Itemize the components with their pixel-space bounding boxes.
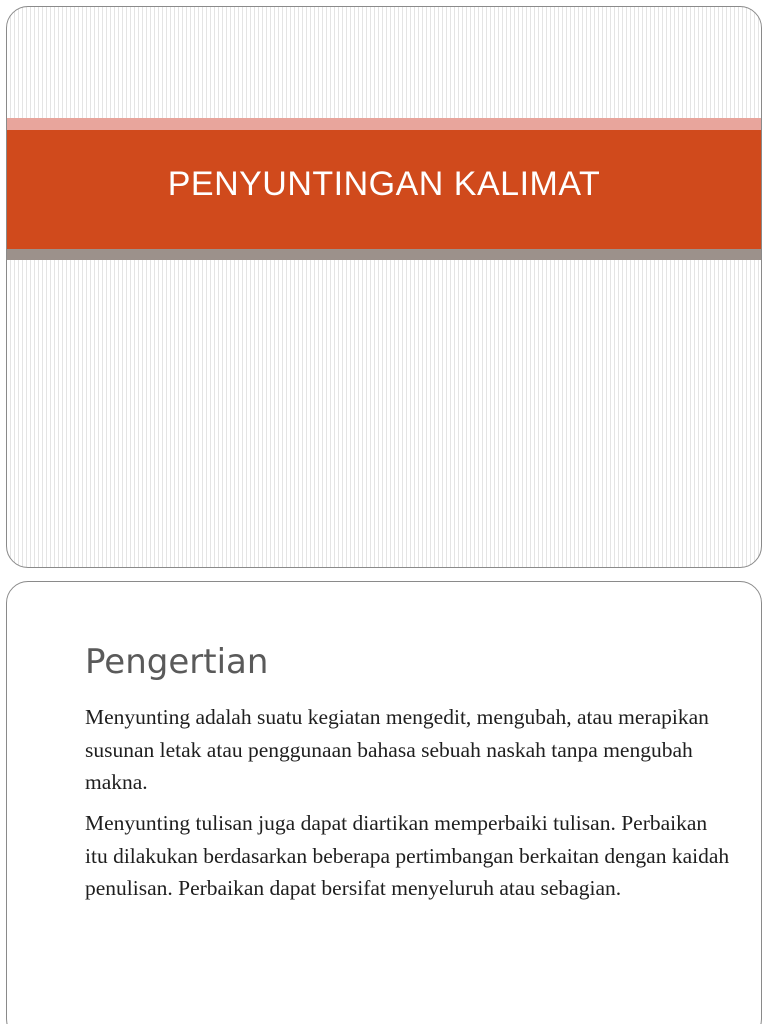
definition-paragraph-2: Menyunting tulisan juga dapat diartikan memperbaiki tulisan. Perbaikan itu dilakukan berdasarkan beberapa pertimbangan berkaitan dengan kaidah penulisan. Perbaikan dapat bersifat menyeluruh atau sebagian. bbox=[85, 811, 730, 900]
definition-paragraph-1: Menyunting adalah suatu kegiatan mengedit, mengubah, atau merapikan susunan letak atau penggunaan bahasa sebuah naskah tanpa mengubah makna. bbox=[85, 705, 709, 794]
title-band bbox=[7, 130, 761, 249]
title-slide bbox=[6, 6, 762, 568]
title-band-bottom-stripe bbox=[7, 249, 761, 260]
content-slide bbox=[6, 581, 762, 1024]
section-heading: Pengertian bbox=[85, 642, 269, 682]
title-band-top-stripe bbox=[7, 118, 761, 130]
slide-title: PENYUNTINGAN KALIMAT bbox=[167, 165, 601, 203]
